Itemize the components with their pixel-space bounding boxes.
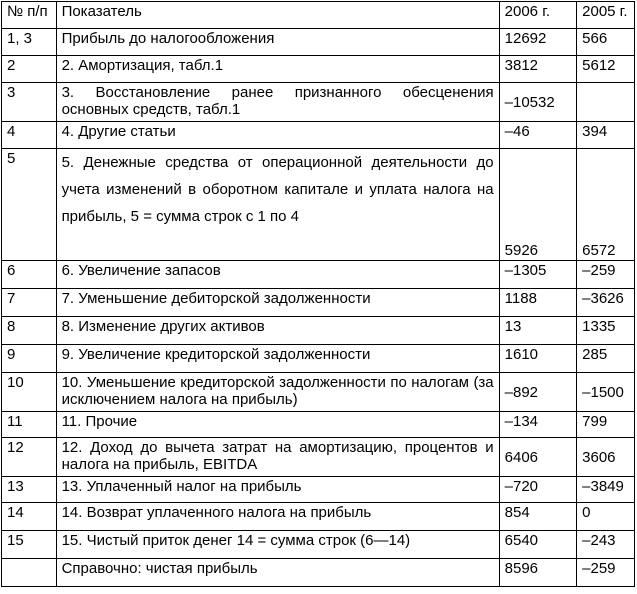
row-num: 14 (2, 503, 57, 531)
row-value-2005: –259 (577, 559, 635, 587)
row-value-2006: 8596 (499, 559, 576, 587)
row-value-2006: –892 (499, 373, 576, 412)
row-value-2005: 394 (577, 122, 635, 149)
row-num: 12 (2, 438, 57, 477)
row-name: 11. Прочие (56, 412, 499, 438)
row-value-2005: –259 (577, 261, 635, 289)
row-num: 1, 3 (2, 29, 57, 56)
row-value-2006: 3812 (499, 56, 576, 83)
row-value-2005: 3606 (577, 438, 635, 477)
row-name: 15. Чистый приток денег 14 = сумма строк (6—14) (56, 531, 499, 559)
row-value-2006: 13 (499, 317, 576, 345)
table-row (2, 477, 635, 503)
table-header-row (2, 2, 635, 29)
row-value-2005: 799 (577, 412, 635, 438)
row-name: 14. Возврат уплаченного налога на прибыль (56, 503, 499, 531)
row-value-2006: 6540 (499, 531, 576, 559)
row-name: 13. Уплаченный налог на прибыль (56, 477, 499, 503)
table-row (2, 29, 635, 56)
row-value-2006: –720 (499, 477, 576, 503)
row-name: 8. Изменение других активов (56, 317, 499, 345)
table-row (2, 531, 635, 559)
row-num: 11 (2, 412, 57, 438)
row-num: 7 (2, 289, 57, 317)
row-value-2006: 1188 (499, 289, 576, 317)
row-num: 9 (2, 345, 57, 373)
row-name: Справочно: чистая прибыль (56, 559, 499, 587)
row-value-2005: 1335 (577, 317, 635, 345)
row-num: 5 (2, 149, 57, 261)
row-value-2006: 854 (499, 503, 576, 531)
row-name: 10. Уменьшение кредиторской задолженности по налогам (за исключением налога на прибыль) (56, 373, 499, 412)
row-num: 8 (2, 317, 57, 345)
header-2006: 2006 г. (499, 2, 576, 29)
row-name: 7. Уменьшение дебиторской задолженности (56, 289, 499, 317)
row-name: 9. Увеличение кредиторской задолженности (56, 345, 499, 373)
row-value-2006: 1610 (499, 345, 576, 373)
row-value-2006: 5926 (499, 149, 576, 261)
row-value-2006: –46 (499, 122, 576, 149)
table-row (2, 122, 635, 149)
table-row (2, 317, 635, 345)
row-name: 4. Другие статьи (56, 122, 499, 149)
cash-flow-table (1, 1, 635, 587)
row-value-2005: 285 (577, 345, 635, 373)
header-num: № п/п (2, 2, 57, 29)
table-row (2, 56, 635, 83)
row-num: 10 (2, 373, 57, 412)
row-value-2006: 12692 (499, 29, 576, 56)
row-name: 2. Амортизация, табл.1 (56, 56, 499, 83)
row-num: 15 (2, 531, 57, 559)
row-name: Прибыль до налогообложения (56, 29, 499, 56)
row-value-2005: 5612 (577, 56, 635, 83)
table-row (2, 149, 635, 261)
table-row (2, 412, 635, 438)
row-value-2005: 566 (577, 29, 635, 56)
row-value-2006: –1305 (499, 261, 576, 289)
row-name: 12. Доход до вычета затрат на амортизацию, процентов и налога на прибыль, EBITDA (56, 438, 499, 477)
row-num (2, 559, 57, 587)
row-num: 13 (2, 477, 57, 503)
row-name: 3. Восстановление ранее признанного обесценения основных средств, табл.1 (56, 83, 499, 122)
table-row (2, 289, 635, 317)
row-value-2005: 6572 (577, 149, 635, 261)
row-num: 3 (2, 83, 57, 122)
row-name: 5. Денежные средства от операционной деятельности до учета изменений в оборотном капитале и уплата налога на прибыль, 5 = сумма строк с 1 по 4 (56, 149, 499, 261)
row-value-2005: –243 (577, 531, 635, 559)
row-num: 6 (2, 261, 57, 289)
table-row (2, 438, 635, 477)
row-num: 2 (2, 56, 57, 83)
row-value-2005: –1500 (577, 373, 635, 412)
table-row (2, 261, 635, 289)
row-value-2006: –134 (499, 412, 576, 438)
row-value-2005: –3626 (577, 289, 635, 317)
row-value-2006: –10532 (499, 83, 576, 122)
table-row (2, 503, 635, 531)
header-indicator: Показатель (56, 2, 499, 29)
row-value-2005: –3849 (577, 477, 635, 503)
table-row (2, 373, 635, 412)
header-2005: 2005 г. (577, 2, 635, 29)
row-value-2005: 0 (577, 503, 635, 531)
table-row-reference (2, 559, 635, 587)
row-value-2006: 6406 (499, 438, 576, 477)
table-row (2, 83, 635, 122)
row-name: 6. Увеличение запасов (56, 261, 499, 289)
table-row (2, 345, 635, 373)
row-num: 4 (2, 122, 57, 149)
row-value-2005 (577, 83, 635, 122)
